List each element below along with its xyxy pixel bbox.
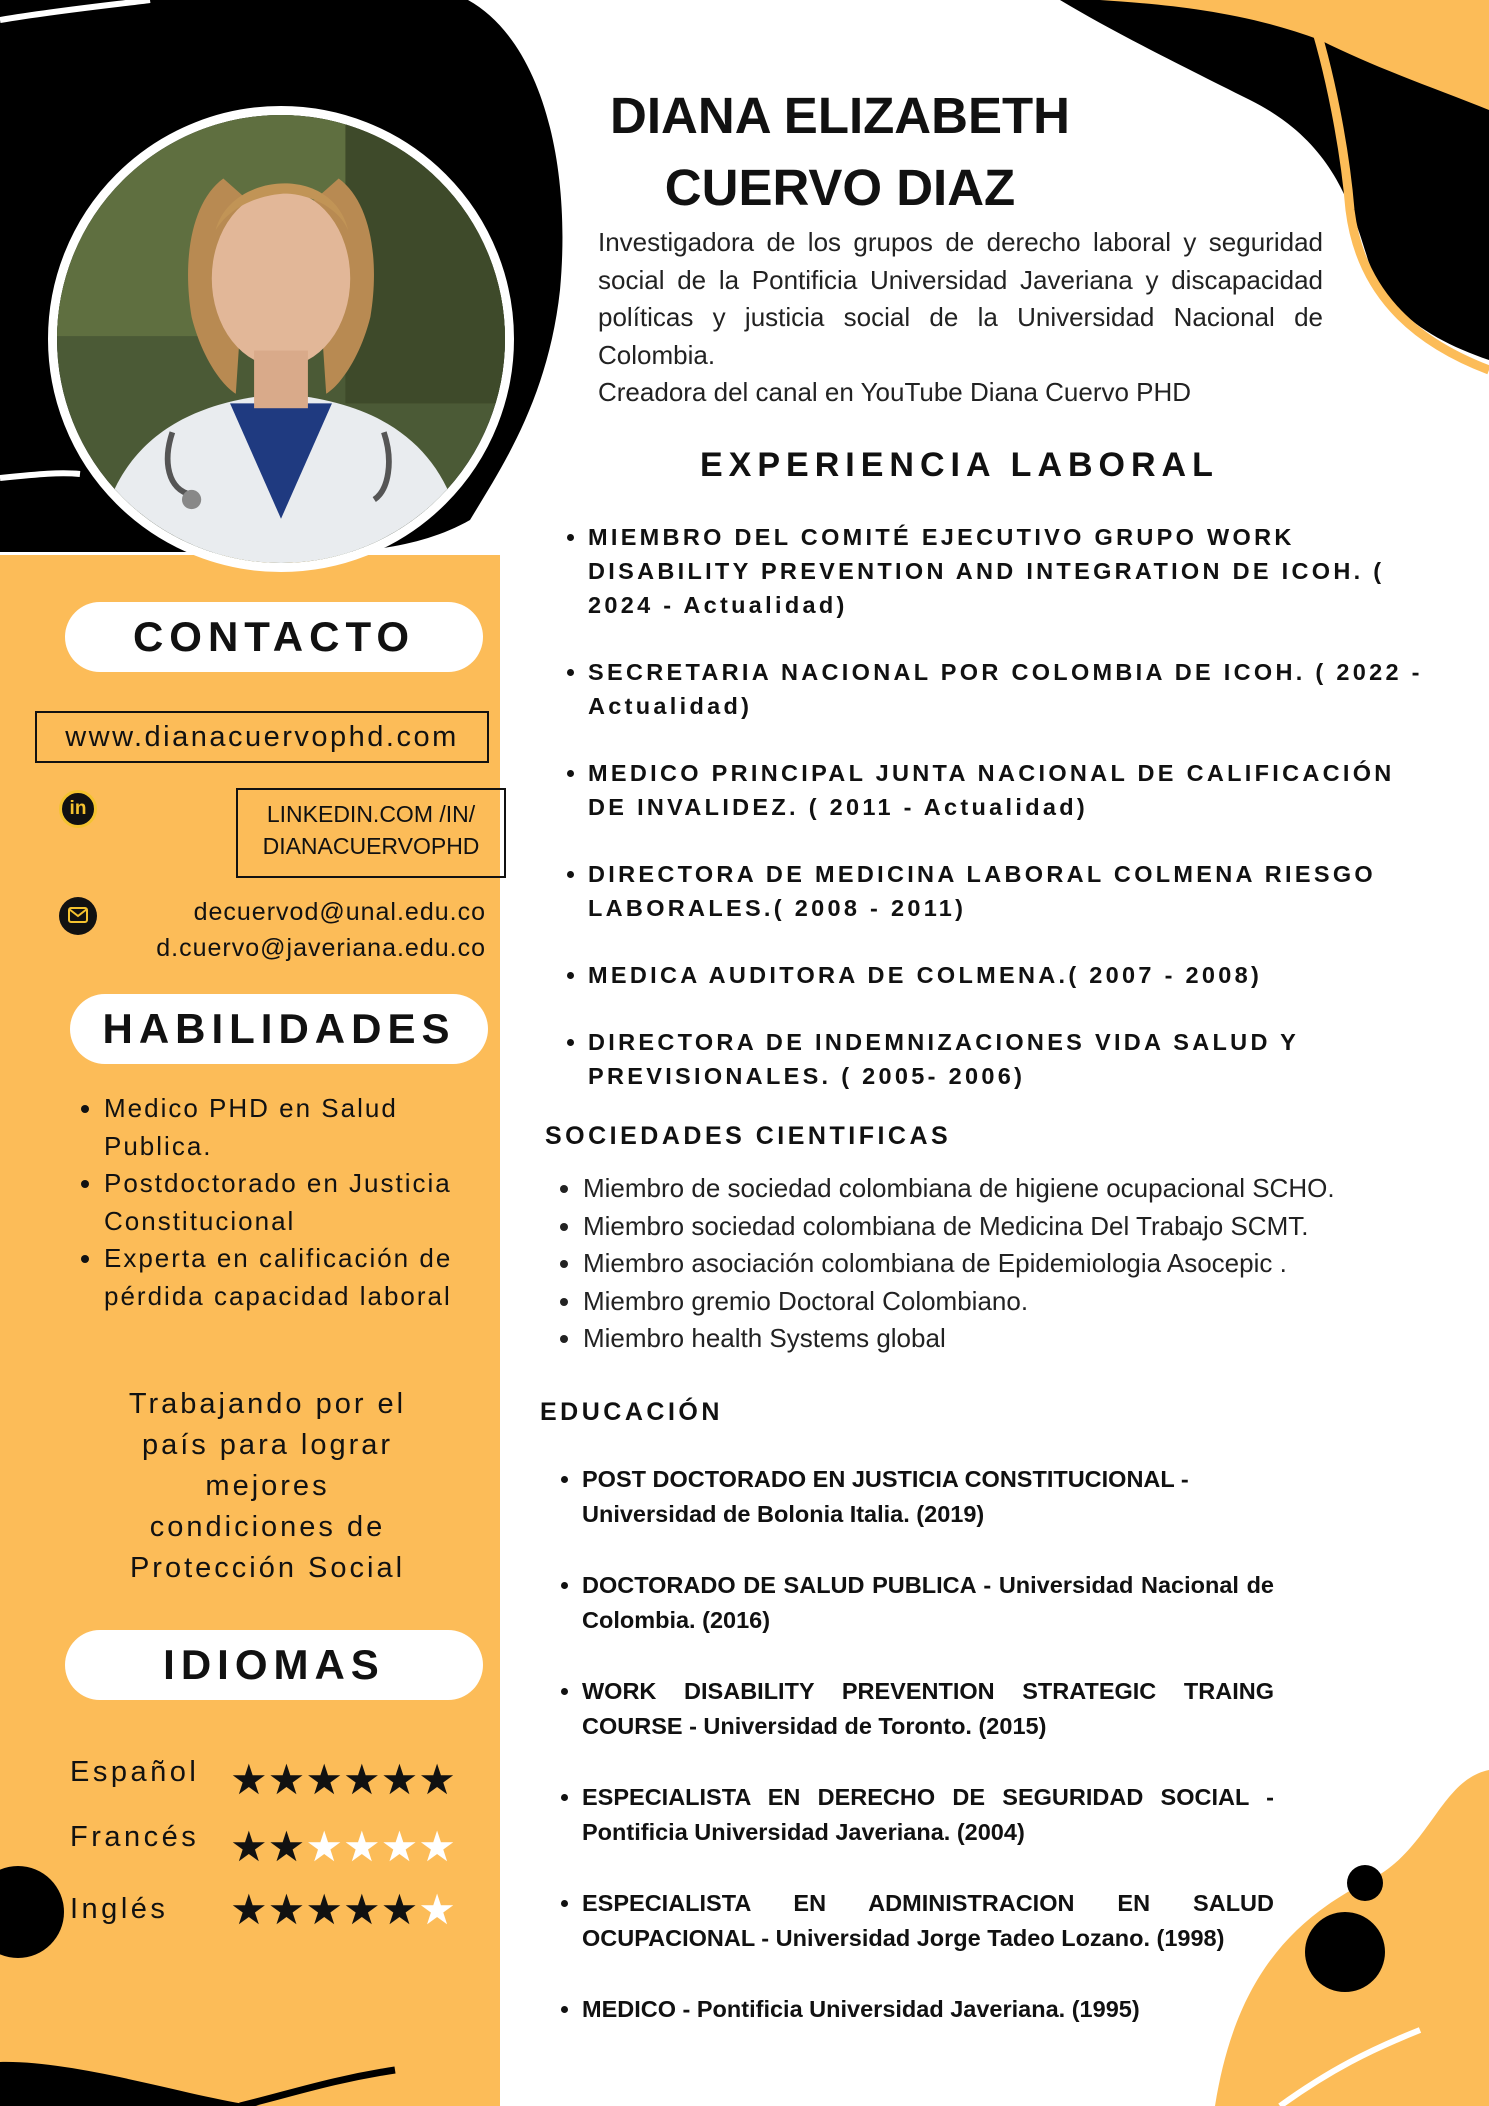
education-item: • ESPECIALISTA EN DERECHO DE SEGURIDAD SOCIAL - Pontificia Universidad Javeriana. (2004) (582, 1780, 1274, 1850)
linkedin-icon[interactable]: in (59, 790, 97, 828)
mission-quote (95, 1384, 440, 1589)
skill-item: • Experta en calificación de pérdida capacidad laboral (104, 1240, 490, 1315)
quote-line: país para lograr (141, 1429, 394, 1461)
experience-item: • MEDICO PRINCIPAL JUNTA NACIONAL DE CALIFICACIÓN DE INVALIDEZ. ( 2011 - Actualidad) (588, 756, 1438, 824)
star-empty-icon: ★ (418, 1823, 456, 1870)
experience-item: • MEDICA AUDITORA DE COLMENA.( 2007 - 2008) (588, 958, 1438, 992)
profile-summary (598, 224, 1323, 412)
profile-photo (48, 106, 514, 572)
website-link[interactable]: www.dianacuervophd.com (35, 711, 489, 763)
language-rating-french (230, 1825, 456, 1869)
skills-heading: HABILIDADES (70, 994, 488, 1064)
skill-item: • Postdoctorado en Justicia Constitucional (104, 1165, 490, 1240)
experience-item: • DIRECTORA DE INDEMNIZACIONES VIDA SALUD Y PREVISIONALES. ( 2005- 2006) (588, 1025, 1438, 1093)
society-item: • Miembro gremio Doctoral Colombiano. (583, 1283, 1455, 1321)
experience-item: • MIEMBRO DEL COMITÉ EJECUTIVO GRUPO WORK DISABILITY PREVENTION AND INTEGRATION DE ICOH. ( 2024 - Actualidad) (588, 520, 1438, 622)
star-filled-icon: ★ (380, 1756, 419, 1803)
language-label-english: Inglés (70, 1893, 169, 1925)
societies-list (555, 1170, 1455, 1358)
experience-item: • SECRETARIA NACIONAL POR COLOMBIA DE ICOH. ( 2022 - Actualidad) (588, 655, 1438, 723)
summary-paragraph: Investigadora de los grupos de derecho laboral y seguridad social de la Pontificia Universidad Javeriana y discapacidad políticas y justicia social de la Universidad Nacional de Colombia. (598, 227, 1323, 370)
star-filled-icon: ★ (230, 1756, 268, 1803)
email-unal[interactable]: decuervod@unal.edu.co (193, 898, 486, 926)
quote-line: Protección Social (129, 1552, 406, 1584)
star-empty-icon: ★ (380, 1823, 419, 1870)
name-line-2: CUERVO DIAZ (664, 159, 1016, 216)
star-filled-icon: ★ (342, 1886, 381, 1933)
skill-item: • Medico PHD en Salud Publica. (104, 1090, 490, 1165)
education-item: • ESPECIALISTA EN ADMINISTRACION EN SALUD OCUPACIONAL - Universidad Jorge Tadeo Lozano. (1998) (582, 1886, 1274, 1956)
society-item: • Miembro de sociedad colombiana de higiene ocupacional SCHO. (583, 1170, 1455, 1208)
quote-line: mejores (205, 1470, 330, 1502)
languages-heading: IDIOMAS (65, 1630, 483, 1700)
star-filled-icon: ★ (418, 1756, 456, 1803)
email-list (120, 894, 486, 966)
star-empty-icon: ★ (418, 1886, 456, 1933)
society-item: • Miembro asociación colombiana de Epidemiologia Asocepic . (583, 1245, 1455, 1283)
youtube-channel-text: Creadora del canal en YouTube Diana Cuervo PHD (598, 377, 1192, 407)
society-item: • Miembro health Systems global (583, 1320, 1455, 1358)
experience-item: • DIRECTORA DE MEDICINA LABORAL COLMENA RIESGO LABORALES.( 2008 - 2011) (588, 857, 1438, 925)
societies-heading: SOCIEDADES CIENTIFICAS (545, 1122, 952, 1150)
star-filled-icon: ★ (380, 1886, 419, 1933)
star-empty-icon: ★ (342, 1823, 381, 1870)
linkedin-line-1: LINKEDIN.COM /IN/ (266, 801, 476, 827)
education-list (552, 1462, 1274, 2063)
contact-heading: CONTACTO (65, 602, 483, 672)
language-rating-english (230, 1888, 456, 1932)
star-empty-icon: ★ (305, 1823, 343, 1870)
star-filled-icon: ★ (230, 1886, 268, 1933)
experience-list (558, 520, 1438, 1126)
education-item: • POST DOCTORADO EN JUSTICIA CONSTITUCIONAL - Universidad de Bolonia Italia. (2019) (582, 1462, 1274, 1532)
star-filled-icon: ★ (267, 1823, 306, 1870)
star-filled-icon: ★ (267, 1886, 306, 1933)
society-item: • Miembro sociedad colombiana de Medicina Del Trabajo SCMT. (583, 1208, 1455, 1246)
name-line-1: DIANA ELIZABETH (610, 87, 1070, 144)
star-filled-icon: ★ (267, 1756, 306, 1803)
quote-line: condiciones de (149, 1511, 386, 1543)
linkedin-link[interactable] (236, 788, 506, 878)
email-javeriana[interactable]: d.cuervo@javeriana.edu.co (156, 934, 486, 962)
star-filled-icon: ★ (305, 1756, 343, 1803)
language-label-french: Francés (70, 1821, 200, 1853)
education-heading: EDUCACIÓN (540, 1398, 723, 1426)
star-filled-icon: ★ (342, 1756, 381, 1803)
mail-icon[interactable] (59, 897, 97, 935)
star-filled-icon: ★ (230, 1823, 268, 1870)
star-filled-icon: ★ (305, 1886, 343, 1933)
linkedin-line-2: DIANACUERVOPHD (262, 833, 480, 859)
full-name (560, 80, 1120, 224)
experience-heading: EXPERIENCIA LABORAL (700, 446, 1219, 484)
skills-list (70, 1090, 490, 1315)
education-item: • DOCTORADO DE SALUD PUBLICA - Universidad Nacional de Colombia. (2016) (582, 1568, 1274, 1638)
language-label-spanish: Español (70, 1756, 200, 1788)
language-rating-spanish (230, 1758, 456, 1802)
education-item: • MEDICO - Pontificia Universidad Javeriana. (1995) (582, 1992, 1274, 2027)
quote-line: Trabajando por el (128, 1388, 407, 1420)
education-item: • WORK DISABILITY PREVENTION STRATEGIC TRAING COURSE - Universidad de Toronto. (2015) (582, 1674, 1274, 1744)
